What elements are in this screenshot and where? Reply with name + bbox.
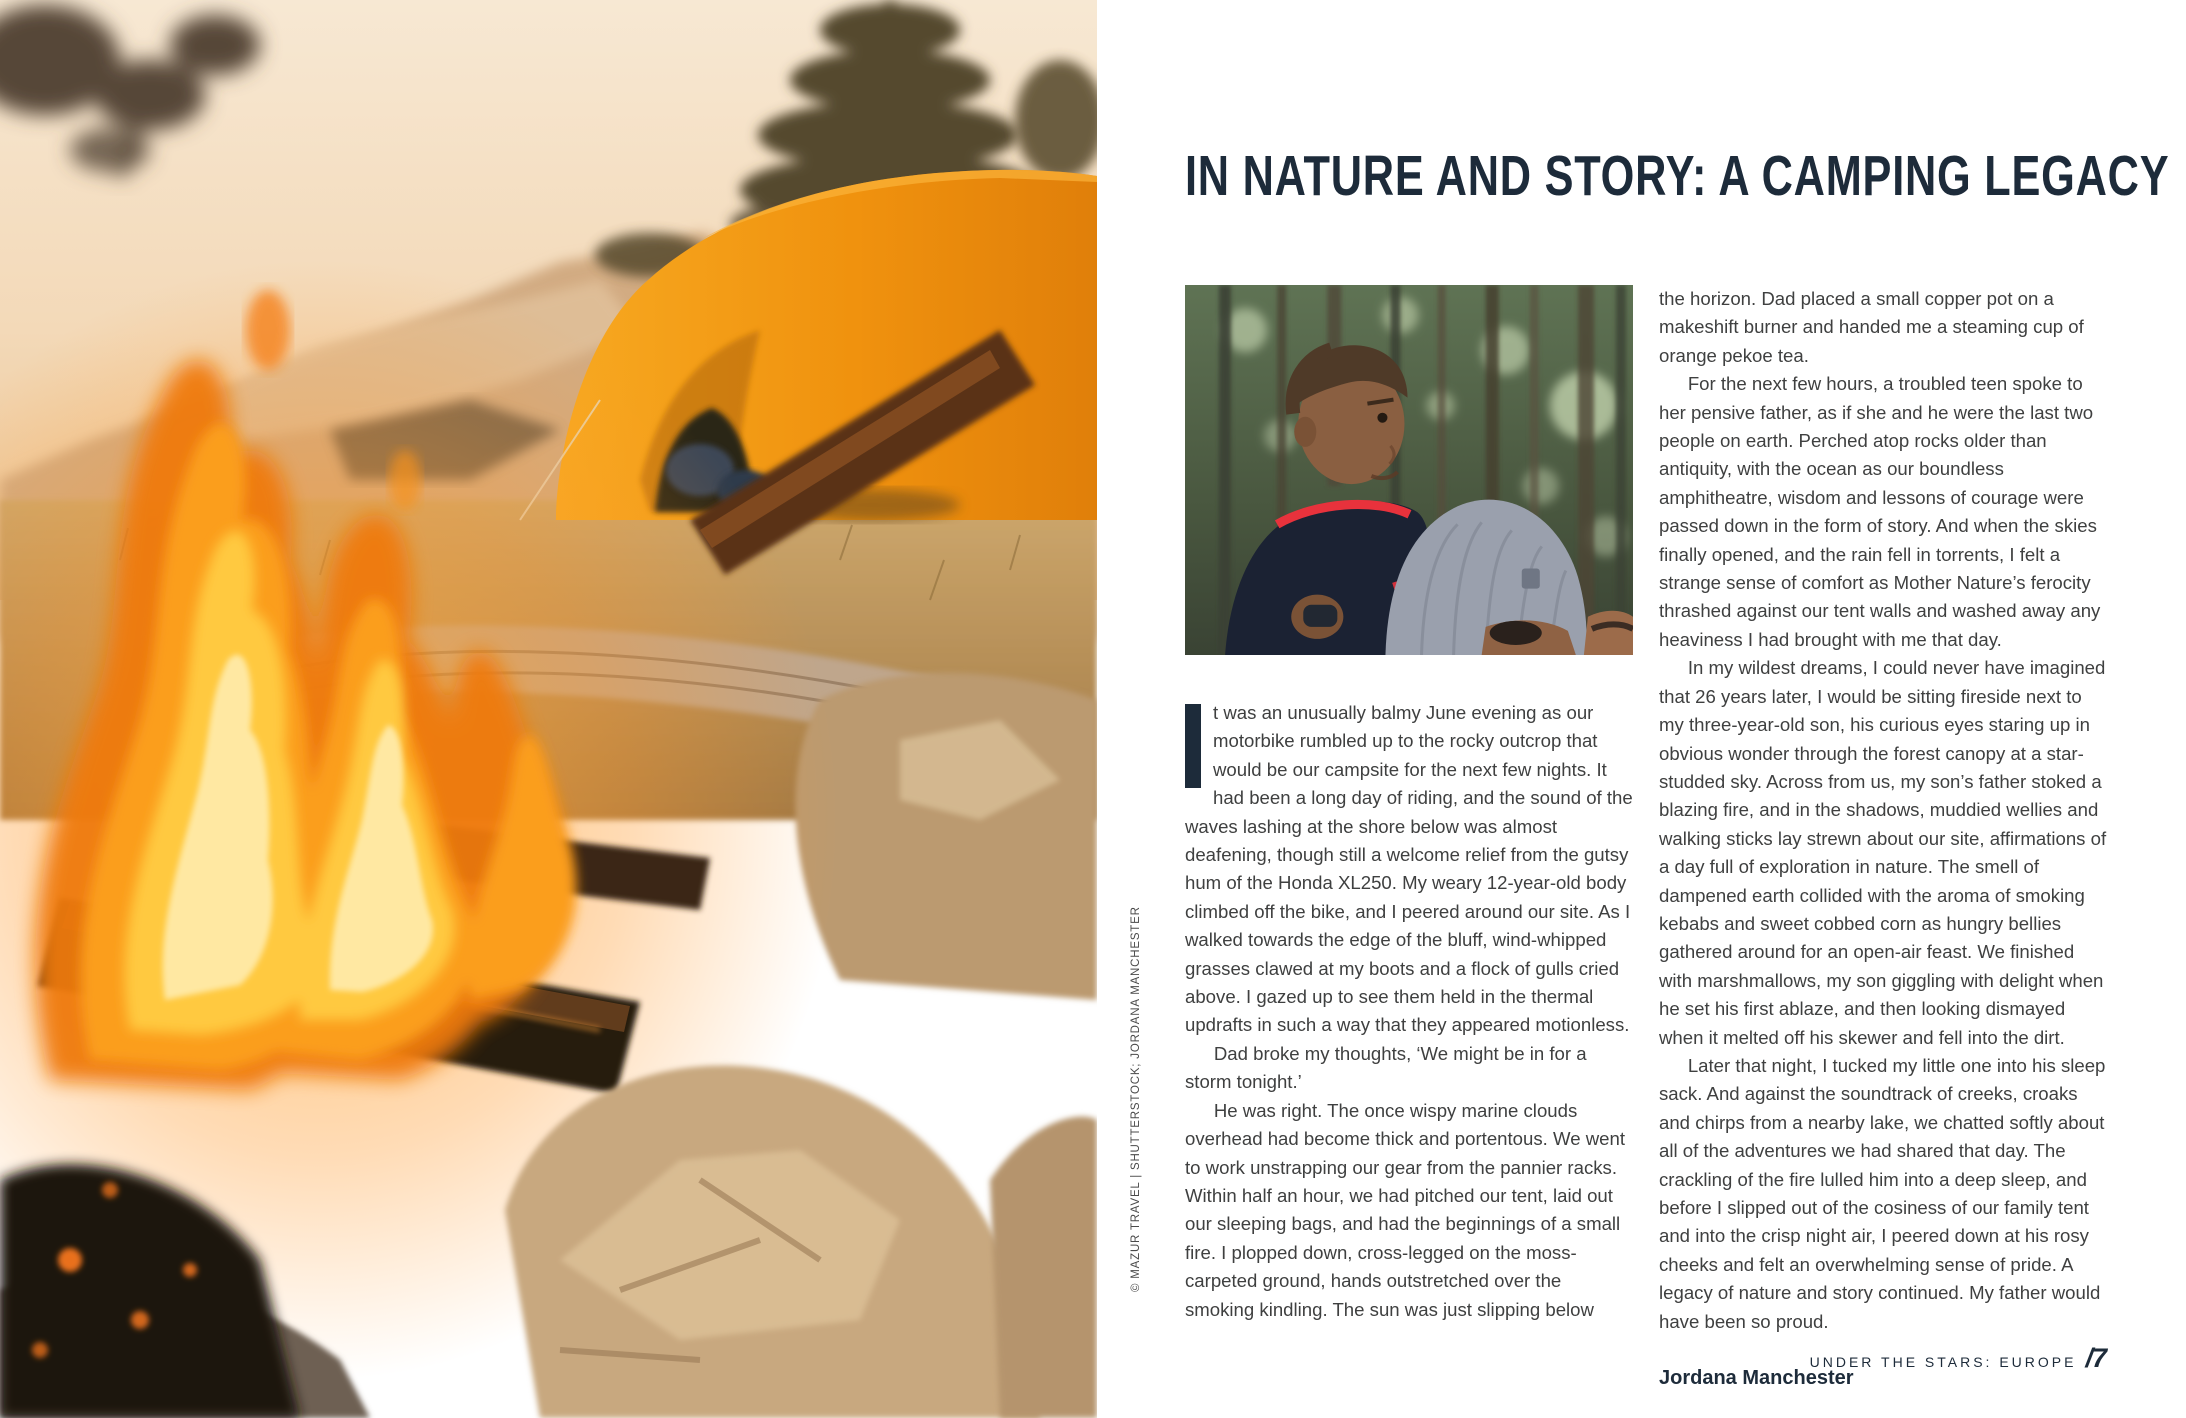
- article-column-2: [1659, 285, 2107, 1392]
- dropcap: [1185, 704, 1201, 788]
- boy-on-shoulders-photo: [1185, 285, 1633, 655]
- author-byline: Jordana Manchester: [1659, 1367, 1854, 1390]
- page-number: /7: [2085, 1343, 2106, 1373]
- paragraph: the horizon. Dad placed a small copper pot on a makeshift burner and handed me a steaming cup of orange pekoe tea.: [1659, 288, 2084, 366]
- page-footer: [1810, 1343, 2106, 1374]
- page-title: IN NATURE AND STORY: A CAMPING LEGACY: [1185, 144, 2170, 208]
- paragraph: Later that night, I tucked my little one into his sleep sack. And against the soundtrack of creeks, croaks and chirps from a nearby lake, we chatted softly about all of the adventures we had shared that day. The crackling of the fire lulled him into a deep sleep, and before I slipped out of the cosiness of our family tent and into the crisp night air, I peered down at his rosy cheeks and felt an overwhelming sense of pride. A legacy of nature and story continued. My father would have been so proud.: [1659, 1054, 2106, 1332]
- paragraph: [1185, 699, 1633, 1040]
- paragraph: Dad broke my thoughts, ‘We might be in for a storm tonight.’: [1185, 1042, 1587, 1093]
- article-columns: [1185, 285, 2107, 1392]
- paragraph-text: t was an unusually balmy June evening as our motorbike rumbled up to the rocky outcrop that would be our campsite for the next few nights. It had been a long day of riding, and the sound of the waves lashing at the shore below was almost deafening, though still a welcome relief from the gutsy hum of the Honda XL250. My weary 12-year-old body climbed off the bike, and I peered around our site. As I walked towards the edge of the bluff, wind-whipped grasses clawed at my boots and a flock of gulls cried above. I gazed up to see them held in the thermal updrafts in such a way that they appeared motionless.: [1185, 702, 1633, 1036]
- article-column-1: [1185, 285, 1633, 1392]
- series-title: UNDER THE STARS: EUROPE: [1809, 1354, 2077, 1370]
- forest-photo-illustration: [1185, 285, 1633, 655]
- paragraph: He was right. The once wispy marine clouds overhead had become thick and portentous. We went to work unstrapping our gear from the pannier racks. Within half an hour, we had pitched our tent, laid out our sleeping bags, and had the beginnings of a small fire. I plopped down, cross-legged on the moss-carpeted ground, hands outstretched over the smoking kindling. The sun was just slipping below: [1185, 1099, 1625, 1320]
- paragraph: For the next few hours, a troubled teen spoke to her pensive father, as if she and he were the last two people on earth. Perched atop rocks older than antiquity, with the ocean as our boundless amphitheatre, wisdom and lessons of courage were passed down in the form of story. And when the skies finally opened, and the rain fell in torrents, I felt a strange sense of comfort as Mother Nature’s ferocity thrashed against our tent walls and washed away any heaviness I had brought with me that day.: [1659, 373, 2101, 650]
- paragraph: In my wildest dreams, I could never have imagined that 26 years later, I would be sitting fireside next to my three-year-old son, his curious eyes staring up in obvious wonder through the forest canopy at a star-studded sky. Across from us, my son’s father stoked a blazing fire, and in the shadows, muddied wellies and walking sticks lay strewn about our site, affirmations of a day full of exploration in nature. The smell of dampened earth collided with the aroma of smoking kebabs and sweet cobbed corn as hungry bellies gathered around for an open-air feast. We finished with marshmallows, my son giggling with delight when he set his first ablaze, and then looking dismayed when it melted off his skewer and fell into the dirt.: [1659, 657, 2107, 1048]
- photo-credit: © MAZUR TRAVEL | SHUTTERSTOCK; JORDANA MANCHESTER: [1130, 906, 1142, 1292]
